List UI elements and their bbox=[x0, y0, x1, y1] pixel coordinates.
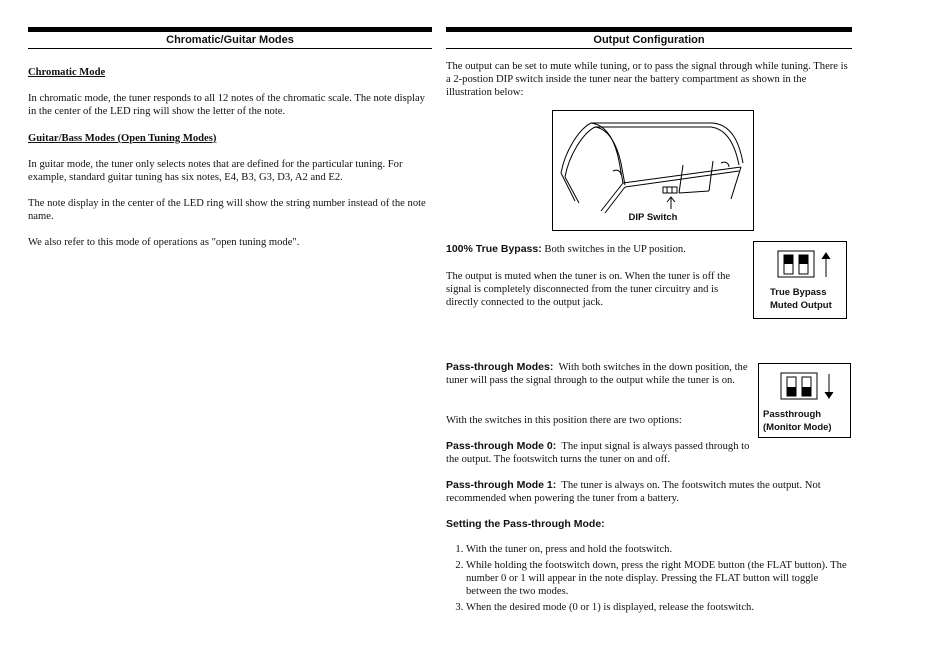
section-header-output-configuration: Output Configuration bbox=[446, 27, 852, 49]
mode-1-text: The tuner is always on. The footswitch mutes the output. Not recommended when powering the tuner from a battery. bbox=[446, 480, 821, 504]
passthrough-box-label: Passthrough bbox=[763, 409, 822, 420]
true-bypass-title: 100% True Bypass: bbox=[446, 243, 542, 255]
passthrough-switch-box bbox=[758, 363, 851, 438]
right-column bbox=[446, 27, 852, 627]
chromatic-mode-heading: Chromatic Mode bbox=[28, 67, 106, 78]
monitor-mode-box-label: (Monitor Mode) bbox=[763, 422, 832, 433]
dip-switch-up-icon bbox=[754, 242, 846, 282]
setting-pass-through-heading: Setting the Pass-through Mode: bbox=[446, 518, 605, 530]
dip-switch-down-icon bbox=[759, 364, 850, 406]
pass-through-mode-0-paragraph bbox=[446, 440, 762, 466]
left-column bbox=[28, 27, 432, 249]
dip-switch-illustration bbox=[552, 110, 754, 231]
true-bypass-line bbox=[446, 243, 746, 256]
pass-through-mode-1-paragraph bbox=[446, 479, 852, 505]
true-bypass-box-label: True Bypass bbox=[770, 287, 827, 298]
pass-through-text: With both switches in the down position, the tuner will pass the signal through to the output while the tuner is on. bbox=[446, 362, 748, 386]
list-item: 3. When the desired mode (0 or 1) is displayed, release the footswitch. bbox=[466, 601, 852, 614]
open-tuning-paragraph: We also refer to this mode of operations as "open tuning mode". bbox=[28, 237, 300, 248]
mode-0-text: The input signal is always passed through to the output. The footswitch turns the tuner on and off. bbox=[446, 441, 750, 465]
dip-switch-label: DIP Switch bbox=[628, 212, 678, 223]
pass-through-title: Pass-through Modes: bbox=[446, 361, 554, 373]
guitar-mode-paragraph: In guitar mode, the tuner only selects notes that are defined for the particular tuning. For example, standard guitar tuning has six notes, E4, B3, G3, D3, A2 and E2. bbox=[28, 159, 403, 183]
guitar-bass-modes-heading: Guitar/Bass Modes (Open Tuning Modes) bbox=[28, 133, 217, 144]
section-header-chromatic-guitar: Chromatic/Guitar Modes bbox=[28, 27, 432, 49]
true-bypass-switch-box bbox=[753, 241, 847, 319]
mode-1-title: Pass-through Mode 1: bbox=[446, 479, 557, 491]
list-item: 1. With the tuner on, press and hold the footswitch. bbox=[466, 543, 852, 556]
muted-output-paragraph: The output is muted when the tuner is on. When the tuner is off the signal is completely disconnected from the tuner circuitry and is directly connected to the output jack. bbox=[446, 271, 731, 308]
output-intro-paragraph: The output can be set to mute while tuning, or to pass the signal through while tuning. There is a 2-postion DIP switch inside the tuner near the battery compartment as shown in the illustration below: bbox=[446, 61, 848, 98]
mode-0-title: Pass-through Mode 0: bbox=[446, 440, 557, 452]
note-display-paragraph: The note display in the center of the LED ring will show the string number instead of the note name. bbox=[28, 198, 426, 222]
true-bypass-text: Both switches in the UP position. bbox=[544, 244, 686, 255]
chromatic-mode-paragraph: In chromatic mode, the tuner responds to all 12 notes of the chromatic scale. The note display in the center of the LED ring will show the letter of the note. bbox=[28, 93, 425, 117]
options-paragraph: With the switches in this position there are two options: bbox=[446, 415, 682, 426]
muted-output-box-label: Muted Output bbox=[770, 300, 832, 311]
setting-steps-list bbox=[446, 543, 852, 617]
pass-through-paragraph bbox=[446, 361, 754, 387]
list-item: 2. While holding the footswitch down, press the right MODE button (the FLAT button). The number 0 or 1 will appear in the note display. Pressing the FLAT button will toggle between the two modes. bbox=[466, 559, 852, 598]
dip-switch-pointer-arrow bbox=[667, 197, 675, 209]
